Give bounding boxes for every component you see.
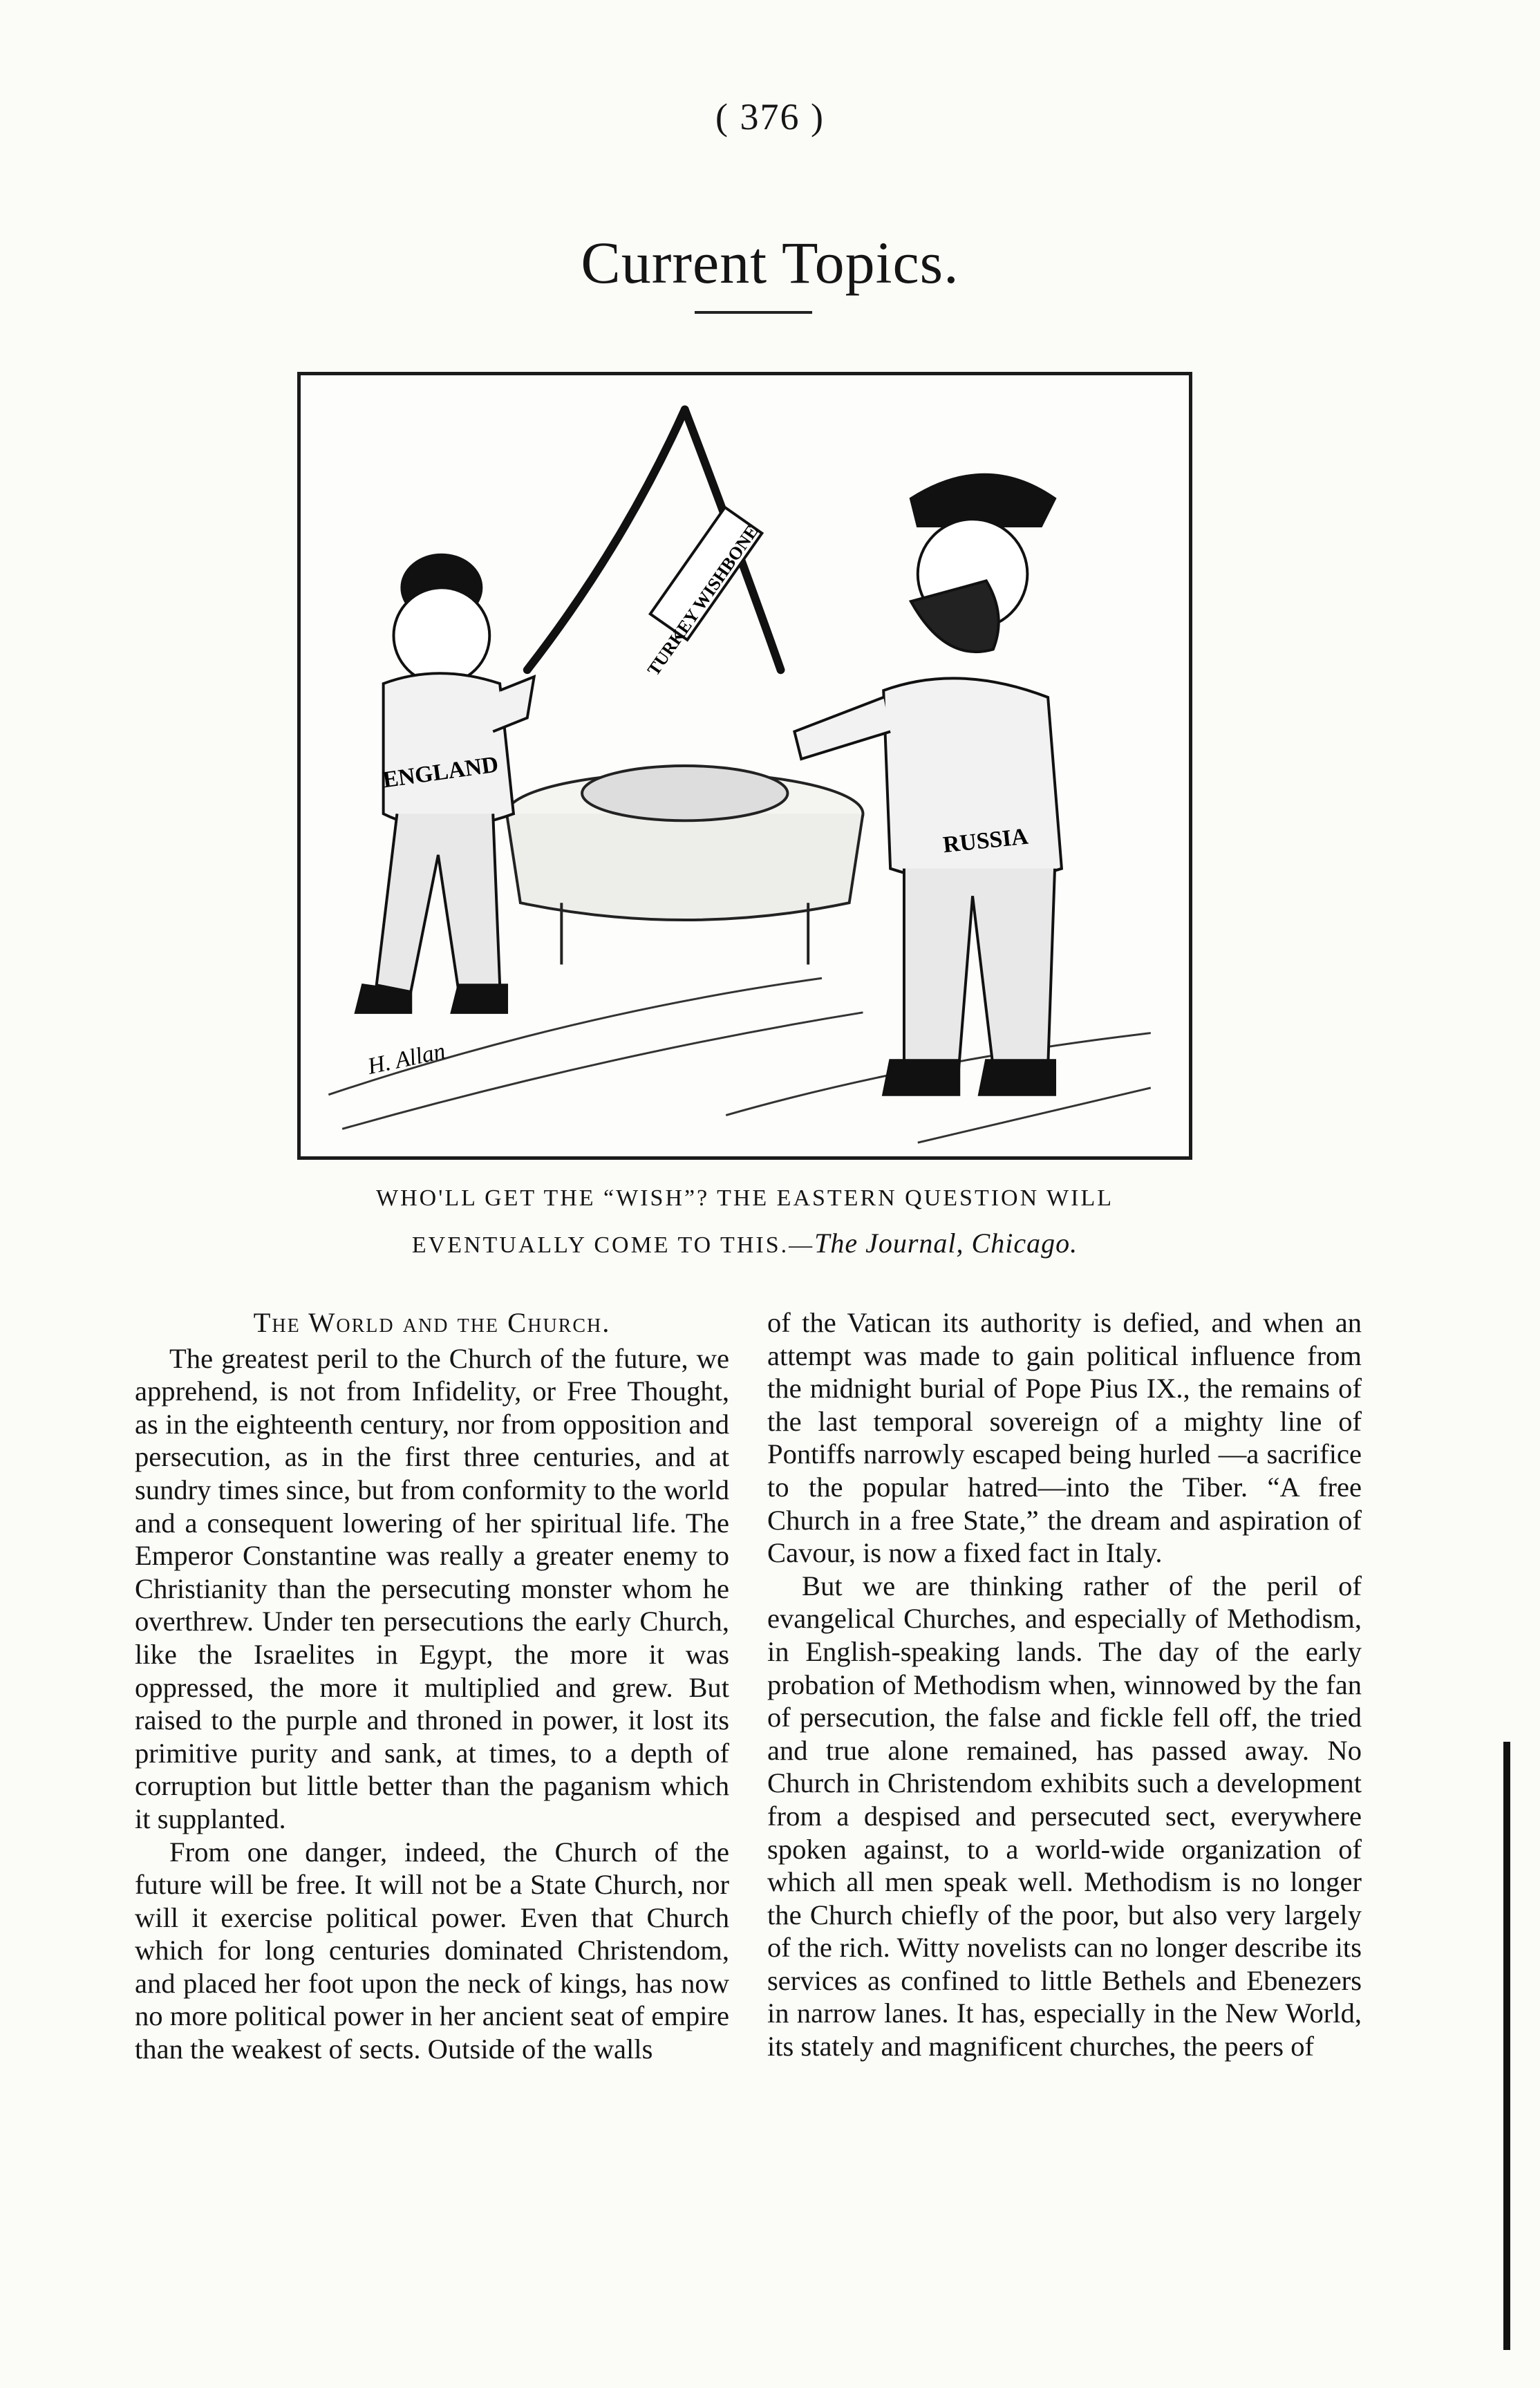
caption-text: EVENTUALLY COME TO THIS.—: [411, 1232, 815, 1258]
cartoon-caption-line-2: [297, 1227, 1192, 1259]
paragraph: of the Vatican its authority is defied, and when an attempt was made to gain political influence from the midnight burial of Pope Pius IX., the remains of the last temporal sovereign of a mighty line of Pontiffs narrowly escaped being hurled —a sacrifice to the popular hatred—into the Tiber. “A free Church in a free State,” the dream and aspiration of Cavour, is now a fixed fact in Italy.: [767, 1307, 1362, 1569]
cartoon-caption-line-1: WHO'LL GET THE “WISH”? THE EASTERN QUESTION WILL: [376, 1185, 1114, 1211]
article-column-left: [135, 1306, 729, 2066]
article-heading: The World and the Church.: [253, 1307, 611, 1338]
page-number: ( 376 ): [715, 96, 825, 138]
caption-source: The Journal, Chicago.: [814, 1228, 1078, 1259]
paragraph: From one danger, indeed, the Church of the future will be free. It will not be a State Church, nor will it exercise political power. Even that Church which for long centuries dominated Christendom, and placed her foot upon the neck of kings, has now no more political power in her ancient seat of empire than the weakest of sects. Outside of the walls: [135, 1836, 729, 2065]
wishbone-tag-label: TURKEY WISHBONE: [643, 521, 762, 679]
section-title: Current Topics.: [581, 229, 959, 296]
cartoon-illustration: [297, 372, 1192, 1160]
paragraph: But we are thinking rather of the peril of evangelical Churches, and especially of Methodism, in English-speaking lands. The day of the early probation of Methodism when, winnowed by the fan of persecution, the false and fickle fell off, the tried and true alone remained, has passed away. No Church in Christendom exhibits such a development from a despised and persecuted sect, everywhere spoken against, to a world-wide organization of which all men speak well. Methodism is no longer the Church chiefly of the poor, but also very largely of the rich. Witty novelists can no longer describe its services as confined to little Bethels and Ebenezers in narrow lanes. It has, especially in the New World, its stately and magnificent churches, the peers of: [767, 1570, 1362, 2062]
margin-mark: [1503, 1742, 1510, 2350]
cartoon-drawing: [301, 375, 1189, 1156]
artist-signature: H. Allan: [365, 1038, 448, 1080]
russia-label: RUSSIA: [941, 823, 1030, 858]
england-label: ENGLAND: [381, 751, 500, 793]
title-divider: [695, 311, 812, 314]
paragraph: The greatest peril to the Church of the future, we apprehend, is not from Infidelity, or Free Thought, as in the eighteenth century, nor from opposition and persecution, as in the first three centuries, and at sundry times since, but from conformity to the world and a consequent lowering of her spiritual life. The Emperor Constantine was really a greater enemy to Christianity than the persecuting monster whom he overthrew. Under ten persecutions the early Church, like the Israelites in Egypt, the more it was oppressed, the more it multiplied and grew. But raised to the purple and throned in power, it lost its primitive purity and sank, at times, to a depth of corruption but little better than the paganism which it supplanted.: [135, 1342, 729, 1834]
article-column-right: [767, 1306, 1362, 2063]
